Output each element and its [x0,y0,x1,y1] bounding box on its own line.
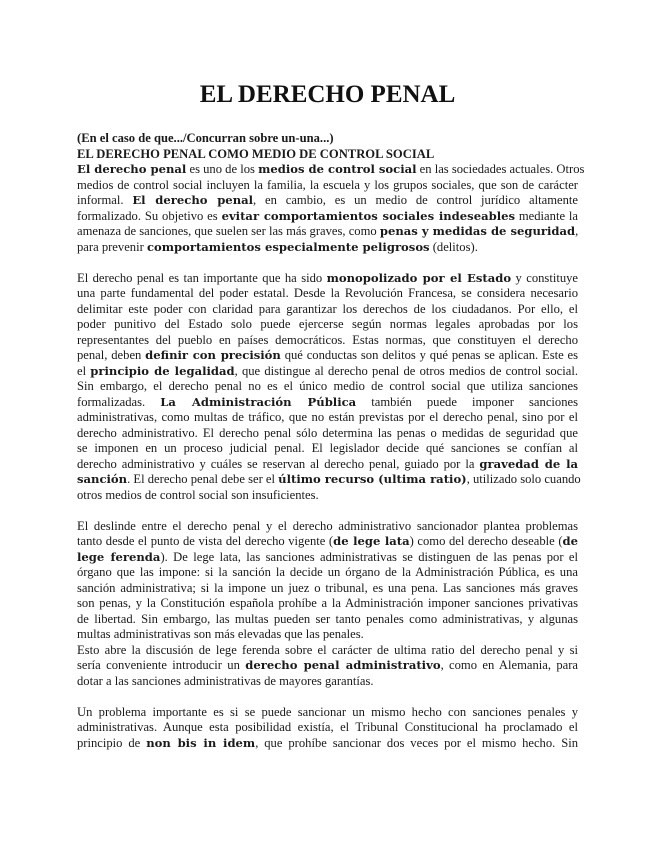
text-line [77,426,578,442]
paragraph-gap [77,689,578,705]
bold-text: definir con precisión [145,348,281,362]
text-run: El deslinde entre el derecho penal y el derecho administrativo sancionador plantea problemas [77,518,578,533]
bold-text: El derecho penal [132,193,254,207]
text-run: administrativas, como multas de tráfico, que no están previstas por el derecho penal, sino por el [77,410,578,424]
bold-text: non bis in idem [146,735,256,750]
bold-text: El derecho penal [77,162,187,176]
bold-text: evitar comportamientos sociales indeseables [221,208,515,223]
text-run: derecho administrativo. El derecho penal sólo determina las penas o medidas de seguridad que [77,425,578,440]
text-run: , que distingue al derecho penal de otros medios de control social. [234,363,578,378]
text-line [77,441,578,457]
text-run: en las sociedades actuales. Otros [416,162,585,176]
text-run: , en cambio, es un medio de control jurídico altamente [253,193,578,207]
text-run: , que prohíbe sancionar dos veces por el mismo hecho. Sin [255,735,579,750]
text-run: sería conveniente introducir un [77,658,246,672]
text-line [77,581,578,597]
bold-text: lege ferenda [77,549,161,564]
bold-text: de lege lata [333,534,410,548]
text-line [77,658,578,674]
text-line [77,705,578,721]
text-run: una parte fundamental del poder estatal. Desde la Revolución Francesa, se considera necesario [77,286,578,300]
text-run: sanción administrativa; si la impone un juez o tribunal, es una pena. Las sanciones más graves [77,580,578,595]
text-line [77,519,578,535]
text-run: mediante la [515,208,578,223]
paragraph [77,519,578,690]
bold-text: monopolizado por el Estado [326,270,512,285]
text-run: Esto abre la discusión de lege ferenda sobre el carácter de ultima ratio del derecho penal y si [77,642,578,657]
text-line [77,395,578,411]
text-run: formalizadas. [77,394,161,409]
text-run: qué conductas son delitos y qué penas se aplican. Este es [280,348,579,362]
text-line [77,162,585,178]
bold-text: La Administración Pública [160,394,357,409]
text-run: es uno de los [186,162,259,176]
text-line [77,317,578,333]
text-line [77,333,578,349]
text-run: de libertad. Sin embargo, las multas pueden ser tanto penales como administrativas, y algunas [77,611,578,626]
text-run: delimitar este poder con claridad para garantizar los derechos de los ciudadanos. Por ello, el [77,301,578,316]
paragraphs [77,162,585,751]
text-line [77,643,578,659]
text-run: informal. [77,193,133,207]
text-line [77,193,578,209]
text-run: amenaza de sanciones, que suelen ser las más graves, como [77,224,380,238]
text-line [77,488,578,504]
text-run: penal, deben [77,348,146,362]
paragraph [77,705,578,752]
text-line [77,348,578,364]
text-line [77,271,578,287]
text-run: se imponen en un proceso judicial penal. El legislador decide qué sanciones se confían al [77,441,578,455]
text-run: Sin embargo, el derecho penal no es el único medio de control social que utiliza sanciones [77,379,578,393]
text-run: representantes del pueblo en países democráticos. Estas normas, que constituyen el derecho [77,332,578,347]
text-line [77,178,578,194]
header-line: (En el caso de que.../Concurran sobre un-una...) [77,131,334,145]
text-run: , [575,224,579,238]
text-run: , como en Alemania, para [440,658,579,672]
bold-text: medios de control social [258,162,417,176]
text-line [77,720,578,736]
text-line [77,240,578,256]
text-line [77,565,578,581]
text-run: derecho administrativo y cuáles se reservan al derecho penal, guiado por la [77,456,480,471]
text-line [77,364,578,380]
text-run: formalizado. Su objetivo es [77,208,222,223]
section-heading: EL DERECHO PENAL COMO MEDIO DE CONTROL SOCIAL [77,146,435,161]
text-run: medios de control social incluyen la familia, la escuela y los grupos sociales, que son de carácter [77,177,578,192]
text-run: para prevenir [77,239,147,254]
text-run: y constituye [511,270,579,285]
text-line [77,209,578,225]
text-run: (delitos). [429,239,478,254]
text-run: el [77,363,91,378]
text-line [77,596,578,612]
paragraph [77,270,581,504]
text-line [77,410,578,426]
text-run: ) como del derecho deseable ( [409,534,563,548]
bold-text: comportamientos especialmente peligrosos [146,239,430,254]
text-line [77,457,578,473]
document-body [77,131,585,751]
text-run: administrativas. Aunque esta posibilidad existía, el Tribunal Constitucional ha proclamado el [77,720,578,734]
text-line [77,534,578,550]
bold-text: derecho penal administrativo [245,658,441,672]
text-line [77,379,578,395]
bold-text: penas y medidas de seguridad [379,224,576,238]
text-line [77,472,581,488]
text-line [77,736,578,752]
text-line [77,302,578,318]
text-run: son penas, y la Constitución española prohíbe a la Administración imponer sanciones privativas [77,596,578,610]
text-run: tanto desde el punto de vista del derecho vigente ( [77,534,334,548]
text-line [77,550,578,566]
text-run: principio de [77,735,147,750]
page-title: EL DERECHO PENAL [199,81,456,108]
bold-text: de [562,534,579,548]
text-run: El derecho penal es tan importante que ha sido [77,270,327,285]
paragraph [77,162,585,255]
text-run: ). De lege lata, las sanciones administrativas se distinguen de las penas por el [160,549,578,564]
bold-text: último recurso (ultima ratio) [278,472,467,486]
paragraph-gap [77,255,578,271]
text-run: multas administrativas son más elevadas que las penales. [77,627,364,641]
bold-text: sanción [77,472,128,486]
text-line [77,286,578,302]
text-run: dotar a las sanciones administrativas de mayores garantías. [77,673,374,688]
text-run: Un problema importante es si se puede sancionar un mismo hecho con sanciones penales y [77,704,578,719]
text-line [77,224,578,240]
text-run: . El derecho penal debe ser el [127,472,279,486]
paragraph-gap [77,503,578,519]
text-run: , utilizado solo cuando [466,472,581,486]
text-run: poder punitivo del Estado solo puede ejercerse según normas legales aprobadas por los [77,317,578,331]
text-line [77,612,578,628]
text-run: otros medios de control social son insuficientes. [77,487,319,502]
bold-text: principio de legalidad [90,363,235,378]
bold-text: gravedad de la [479,456,578,471]
text-line [77,674,578,690]
text-run: también puede imponer sanciones [356,394,578,409]
text-run: órgano que las impone: si la sanción la decide un órgano de la Administración Pública, es una [77,565,578,579]
text-line [77,627,578,643]
